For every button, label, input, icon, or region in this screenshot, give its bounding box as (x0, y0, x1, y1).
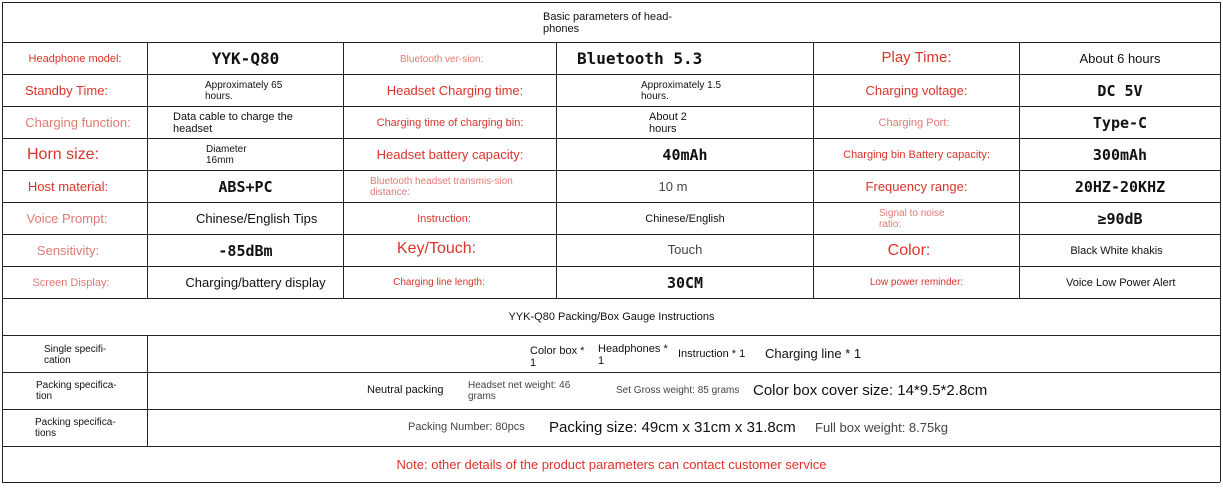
param-value: Voice Low Power Alert (1066, 277, 1176, 289)
param-value: Touch (667, 241, 703, 257)
param-label: Sensitivity: (36, 243, 100, 258)
param-label: Headphone model: (28, 52, 122, 65)
param-label: Bluetooth ver-sion: (400, 53, 484, 65)
param-value: Approximately 65 hours. (205, 80, 283, 102)
param-value: Black White khakis (1070, 244, 1163, 257)
param-value: 20HZ-20KHZ (1074, 177, 1166, 196)
param-value: Chinese/English (645, 212, 725, 225)
param-label: Play Time: (881, 48, 952, 66)
param-label: Charging bin Battery capacity: (843, 148, 990, 161)
param-value: 10 m (658, 179, 688, 194)
param-label: Charging time of charging bin: (376, 116, 524, 129)
param-value: Diameter 16mm (206, 144, 247, 166)
param-label: Voice Prompt: (26, 211, 108, 226)
packing-item: Headset net weight: 46 grams (468, 380, 571, 402)
param-label: Headset Charging time: (386, 83, 524, 98)
param-label: Frequency range: (865, 179, 968, 194)
param-value: Type-C (1092, 113, 1148, 132)
packing-item: Neutral packing (367, 384, 444, 396)
param-label: Charging line length: (393, 277, 485, 288)
param-label: Low power reminder: (869, 277, 964, 288)
param-label: Host material: (27, 179, 109, 194)
param-value: Chinese/English Tips (196, 211, 318, 226)
param-value: 40mAh (662, 145, 708, 164)
packing-item: Packing size: 49cm x 31cm x 31.8cm (549, 419, 796, 436)
packing-item: Color box * 1 (530, 345, 585, 369)
param-label: Standby Time: (24, 83, 109, 98)
param-label: Charging function: (25, 115, 131, 130)
param-label: Headset battery capacity: (376, 147, 524, 162)
packing-item: Headphones * 1 (598, 343, 668, 367)
param-label: Bluetooth headset transmis-sion distance: (370, 176, 513, 198)
packing-item: Set Gross weight: 85 grams (616, 385, 740, 396)
param-value: Charging/battery display (185, 275, 326, 290)
param-value: Bluetooth 5.3 (577, 49, 703, 68)
packing-item: Instruction * 1 (678, 348, 746, 360)
param-value: 30CM (666, 273, 704, 292)
param-value: Data cable to charge the headset (173, 111, 293, 135)
packing-item: Color box cover size: 14*9.5*2.8cm (753, 382, 988, 399)
table-title: Basic parameters of head-phones (543, 11, 673, 35)
param-label: Horn size: (26, 145, 100, 163)
param-value: -85dBm (218, 241, 273, 260)
packing-label: Packing specifica-tion (36, 380, 117, 402)
packing-item: Charging line * 1 (765, 346, 862, 361)
param-value: About 2 hours (649, 111, 687, 135)
param-label: Signal to noise ratio: (879, 208, 945, 230)
param-label: Key/Touch: (396, 240, 477, 257)
param-label: Charging voltage: (865, 83, 968, 98)
param-value: About 6 hours (1079, 51, 1161, 66)
param-label: Screen Display: (32, 276, 110, 289)
param-value: DC 5V (1097, 81, 1143, 100)
param-label: Charging Port: (878, 116, 950, 129)
packing-label: Packing specifica-tions (35, 417, 116, 439)
packing-title: YYK-Q80 Packing/Box Gauge Instructions (508, 311, 715, 323)
footer-note: Note: other details of the product parameters can contact customer service (396, 456, 827, 472)
packing-item: Full box weight: 8.75kg (815, 420, 948, 435)
param-value: 300mAh (1092, 145, 1148, 164)
param-value: YYK-Q80 (211, 49, 280, 68)
packing-item: Packing Number: 80pcs (408, 421, 525, 433)
param-value: Approximately 1.5 hours. (641, 80, 722, 102)
param-label: Color: (887, 241, 931, 259)
param-value: ≥90dB (1097, 209, 1143, 228)
param-label: Instruction: (417, 212, 471, 225)
packing-label: Single specifi-cation (44, 344, 107, 366)
param-value: ABS+PC (218, 177, 273, 196)
